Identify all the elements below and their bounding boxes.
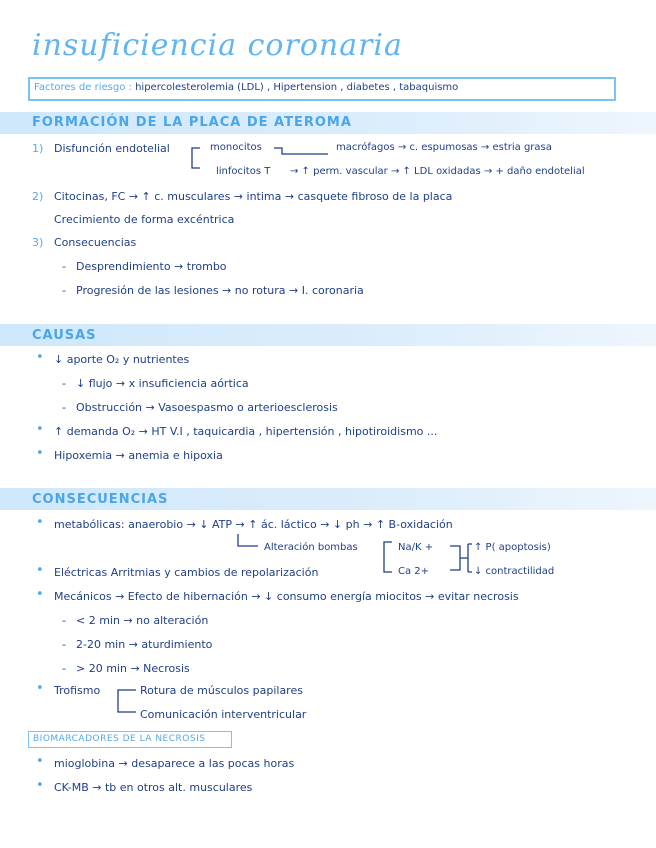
bombas-arrow — [234, 534, 264, 552]
ions-bracket — [380, 540, 396, 576]
monocitos-arrow — [272, 146, 332, 166]
page-title: insuficiencia coronaria — [32, 28, 403, 63]
section-heading-causas: CAUSAS — [32, 328, 97, 343]
point-number: 3) — [32, 236, 44, 249]
bullet-icon: • — [36, 350, 44, 365]
monocitos-text: monocitos — [210, 142, 262, 153]
biomarcadores-heading: BIOMARCADORES DE LA NECROSIS — [33, 734, 206, 744]
risk-factors-text — [34, 82, 458, 93]
trofismo-label: Trofismo — [54, 684, 101, 697]
linfocitos-text: linfocitos T — [216, 166, 271, 177]
branch-bracket — [188, 146, 208, 172]
sub-item-dash: - — [62, 638, 66, 651]
na-k-text: Na/K + — [398, 542, 434, 553]
bullet-icon: • — [36, 563, 44, 578]
sub-item-dash: - — [62, 260, 66, 273]
bullet-icon: • — [36, 754, 44, 769]
causa-flujo: ↓ flujo → x insuficiencia aórtica — [76, 377, 249, 390]
electricas-text: Eléctricas Arritmias y cambios de repolarización — [54, 566, 319, 579]
point-number: 2) — [32, 190, 44, 203]
apoptosis-text: ↑ P( apoptosis) — [474, 542, 551, 553]
causa-demanda: ↑ demanda O₂ → HT V.I , taquicardia , hipertensión , hipotiroidismo ... — [54, 425, 438, 438]
mioglobina-text: mioglobina → desaparece a las pocas horas — [54, 757, 295, 770]
bullet-icon: • — [36, 422, 44, 437]
bullet-icon: • — [36, 778, 44, 793]
risk-factors-label: Factores de riesgo : — [34, 82, 132, 93]
bullet-icon: • — [36, 515, 44, 530]
causa-obstruccion: Obstrucción → Vasoespasmo o arterioesclerosis — [76, 401, 338, 414]
ca-text: Ca 2+ — [398, 566, 430, 577]
effects-bracket — [448, 540, 474, 576]
comunicacion-text: Comunicación interventricular — [140, 708, 307, 721]
mecanicas-2-20: 2-20 min → aturdimiento — [76, 638, 213, 651]
progresion-text: Progresión de las lesiones → no rotura → I. coronaria — [76, 284, 364, 297]
rotura-text: Rotura de músculos papilares — [140, 684, 303, 697]
contractilidad-text: ↓ contractilidad — [474, 566, 555, 577]
consecuencias-label: Consecuencias — [54, 236, 137, 249]
sub-item-dash: - — [62, 662, 66, 675]
mecanicas-menos-2: < 2 min → no alteración — [76, 614, 209, 627]
bullet-icon: • — [36, 446, 44, 461]
bullet-icon: • — [36, 681, 44, 696]
sub-item-dash: - — [62, 401, 66, 414]
ckmb-text: CK-MB → tb en otros alt. musculares — [54, 781, 253, 794]
section-heading-formacion: FORMACIÓN DE LA PLACA DE ATEROMA — [32, 115, 352, 130]
bullet-icon: • — [36, 587, 44, 602]
causa-hipoxemia: Hipoxemia → anemia e hipoxia — [54, 449, 223, 462]
mecanicas-chain: Mecánicos → Efecto de hibernación → ↓ consumo energía miocitos → evitar necrosis — [54, 590, 519, 603]
causa-aporte: ↓ aporte O₂ y nutrientes — [54, 353, 190, 366]
bombas-text: Alteración bombas — [264, 542, 358, 553]
permeabilidad-chain: → ↑ perm. vascular → ↑ LDL oxidadas → + daño endotelial — [290, 166, 585, 177]
mecanicas-mas-20: > 20 min → Necrosis — [76, 662, 190, 675]
risk-factors-items: hipercolesterolemia (LDL) , Hipertension , diabetes , tabaquismo — [135, 82, 459, 93]
sub-item-dash: - — [62, 284, 66, 297]
sub-item-dash: - — [62, 377, 66, 390]
point-number: 1) — [32, 142, 44, 155]
citocinas-chain: Citocinas, FC → ↑ c. musculares → intima → casquete fibroso de la placa — [54, 190, 453, 203]
crecimiento-text: Crecimiento de forma excéntrica — [54, 213, 235, 226]
sub-item-dash: - — [62, 614, 66, 627]
desprendimiento-text: Desprendimiento → trombo — [76, 260, 227, 273]
trofismo-bracket — [110, 688, 140, 718]
macrofagos-chain: macrófagos → c. espumosas → estria grasa — [336, 142, 552, 153]
metabolicas-chain: metabólicas: anaerobio → ↓ ATP → ↑ ác. láctico → ↓ ph → ↑ B-oxidación — [54, 518, 453, 531]
disfuncion-label: Disfunción endotelial — [54, 142, 170, 155]
section-band-causas — [0, 324, 656, 346]
section-heading-consecuencias: CONSECUENCIAS — [32, 492, 169, 507]
